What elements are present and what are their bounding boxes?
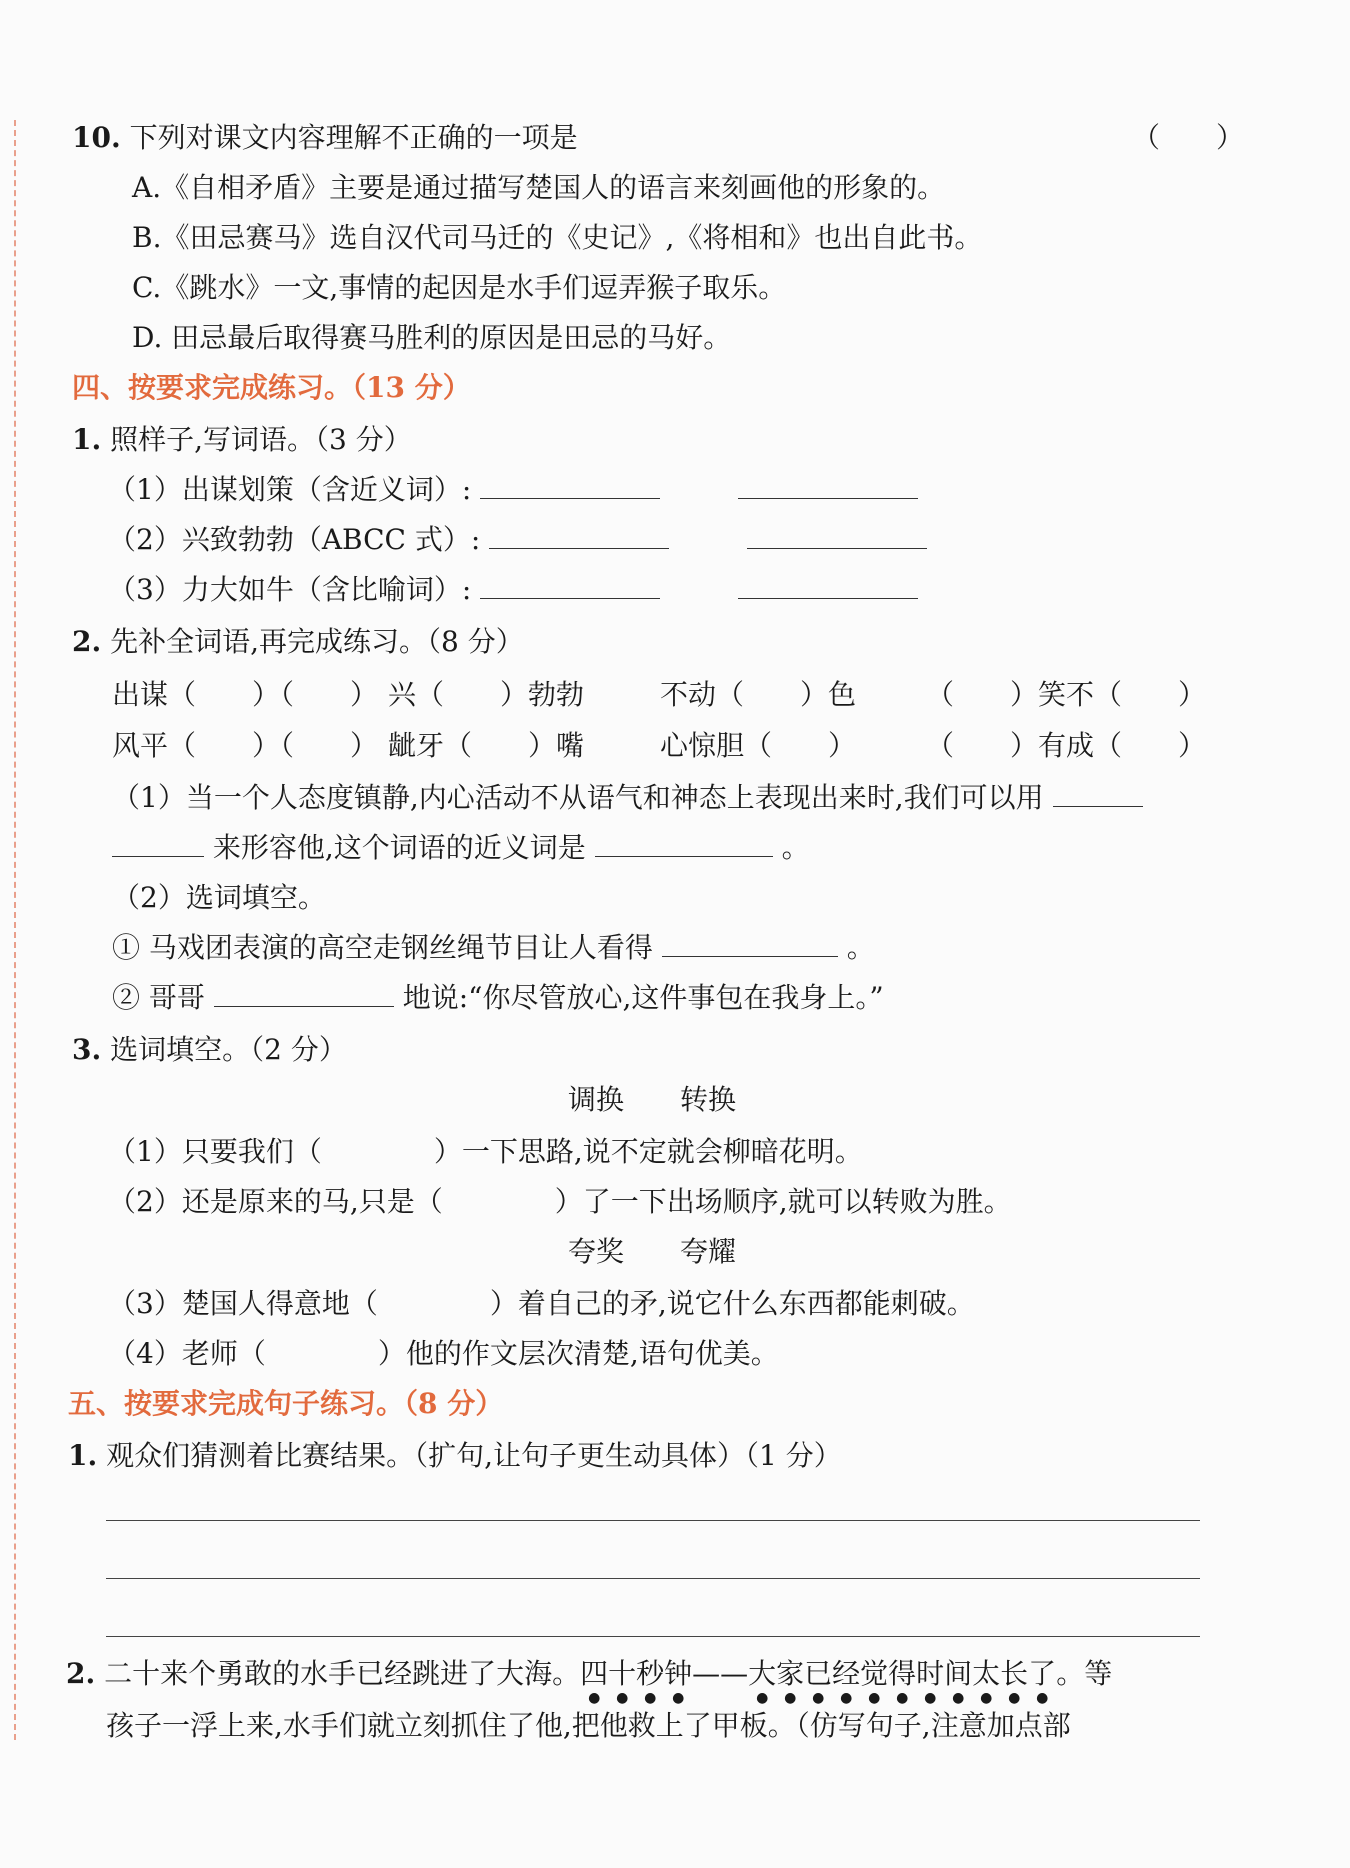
answer-line[interactable]: [106, 1578, 1200, 1579]
word-fill-1[interactable]: 出谋（ ）（ ）: [112, 678, 379, 711]
s4-q1-item3-label: （3）力大如牛（含比喻词）:: [108, 573, 472, 606]
word-fill-5[interactable]: 风平（ ）（ ）: [112, 729, 379, 762]
s5-q1-stem: [68, 1436, 842, 1476]
s4-q2-sub1-text2: 来形容他,这个词语的近义词是: [212, 831, 586, 864]
s4-q2-stem-text: 先补全词语,再完成练习。（8 分）: [110, 625, 524, 658]
s4-q3-item4[interactable]: （4）老师（ ）他的作文层次清楚,语句优美。: [108, 1337, 779, 1370]
s4-q3-stem: [72, 1030, 347, 1070]
s4-q1-item1-label: （1）出谋划策（含近义词）:: [108, 473, 472, 506]
word-fill-4[interactable]: （ ）笑不（ ）: [926, 678, 1207, 711]
s4-q2-sub2: （2）选词填空。: [112, 881, 326, 914]
word-fill-6[interactable]: 龇牙（ ）嘴: [388, 729, 585, 762]
s4-q2-stem: [72, 622, 524, 662]
s4-q3-item2[interactable]: （2）还是原来的马,只是（ ）了一下出场顺序,就可以转败为胜。: [108, 1185, 1012, 1218]
q10-option-b: B.《田忌赛马》选自汉代司马迁的《史记》,《将相和》也出自此书。: [132, 221, 983, 254]
word-fill-3[interactable]: 不动（ ）色: [660, 678, 857, 711]
answer-blank[interactable]: [662, 928, 838, 957]
word-fill-8[interactable]: （ ）有成（ ）: [926, 729, 1207, 762]
s4-q1-item3: [108, 570, 918, 610]
q10-stem: [72, 118, 578, 158]
s4-q2-sub2-item1: [112, 928, 875, 968]
q10-answer-paren[interactable]: （ ）: [1132, 121, 1245, 154]
binding-margin-line: [14, 120, 16, 1740]
s4-q2-number: 2.: [72, 625, 102, 658]
answer-line[interactable]: [106, 1636, 1200, 1637]
q10-stem-text: 下列对课文内容理解不正确的一项是: [129, 121, 578, 154]
s4-q3-word-choices-2: 夸奖 夸耀: [568, 1235, 737, 1268]
s4-q3-item1[interactable]: （1）只要我们（ ）一下思路,说不定就会柳暗花明。: [108, 1135, 863, 1168]
s4-q2-sub1-line1: [112, 778, 1143, 818]
s5-q2-dotted-2: 大家已经觉得时间太长了: [748, 1657, 1057, 1690]
q10-number: 10.: [72, 121, 121, 154]
s4-q2-sub1-line2: [112, 828, 810, 868]
answer-blank[interactable]: [747, 520, 927, 549]
answer-line[interactable]: [106, 1520, 1200, 1521]
s5-q2-text-c: 。等: [1056, 1657, 1113, 1690]
q10-option-d: D. 田忌最后取得赛马胜利的原因是田忌的马好。: [132, 321, 732, 354]
answer-blank[interactable]: [738, 570, 918, 599]
s5-q1-number: 1.: [68, 1439, 98, 1472]
s4-q1-item2: [108, 520, 927, 560]
s4-q1-item1: [108, 470, 918, 510]
s5-q2-dash: ——: [692, 1657, 749, 1690]
s4-q2-sub1-end: 。: [781, 831, 810, 864]
s4-q1-stem-text: 照样子,写词语。（3 分）: [110, 423, 412, 456]
answer-blank[interactable]: [112, 828, 204, 857]
answer-blank[interactable]: [738, 470, 918, 499]
s5-q2-line2: 孩子一浮上来,水手们就立刻抓住了他,把他救上了甲板。（仿写句子,注意加点部: [106, 1709, 1071, 1742]
answer-blank[interactable]: [595, 828, 773, 857]
word-fill-7[interactable]: 心惊胆（ ）: [660, 729, 857, 762]
answer-blank[interactable]: [480, 470, 660, 499]
s4-q2-sub2-item2-text: ② 哥哥: [112, 981, 205, 1014]
s4-q2-sub1-text: （1）当一个人态度镇静,内心活动不从语气和神态上表现出来时,我们可以用: [112, 781, 1044, 814]
s5-q1-stem-text: 观众们猜测着比赛结果。（扩句,让句子更生动具体）（1 分）: [106, 1439, 842, 1472]
s5-q2-line1: [66, 1654, 1112, 1706]
s4-q3-number: 3.: [72, 1033, 102, 1066]
section5-title: 五、按要求完成句子练习。（8 分）: [68, 1387, 504, 1420]
s4-q1-item2-label: （2）兴致勃勃（ABCC 式）:: [108, 523, 481, 556]
answer-blank[interactable]: [480, 570, 660, 599]
answer-blank[interactable]: [214, 978, 394, 1007]
word-fill-2[interactable]: 兴（ ）勃勃: [388, 678, 585, 711]
section4-title: 四、按要求完成练习。（13 分）: [72, 371, 471, 404]
s4-q3-word-choices-1: 调换 转换: [568, 1083, 737, 1116]
s4-q3-stem-text: 选词填空。（2 分）: [110, 1033, 347, 1066]
s5-q2-dotted-1: 四十秒钟: [580, 1657, 693, 1690]
q10-option-c: C.《跳水》一文,事情的起因是水手们逗弄猴子取乐。: [132, 271, 787, 304]
s5-q2-text-a: 二十来个勇敢的水手已经跳进了大海。: [104, 1657, 581, 1690]
s4-q2-sub2-item2-text2: 地说:“你尽管放心,这件事包在我身上。”: [402, 981, 884, 1014]
s4-q2-sub2-item2: [112, 978, 884, 1018]
s4-q2-sub2-item1-text: ① 马戏团表演的高空走钢丝绳节目让人看得: [112, 931, 653, 964]
answer-blank[interactable]: [1053, 778, 1143, 807]
s5-q2-number: 2.: [66, 1657, 96, 1690]
s4-q3-item3[interactable]: （3）楚国人得意地（ ）着自己的矛,说它什么东西都能刺破。: [108, 1287, 975, 1320]
s4-q1-stem: [72, 420, 412, 460]
s4-q2-sub2-item1-end: 。: [846, 931, 875, 964]
s4-q1-number: 1.: [72, 423, 102, 456]
answer-blank[interactable]: [489, 520, 669, 549]
q10-option-a: A.《自相矛盾》主要是通过描写楚国人的语言来刻画他的形象的。: [132, 171, 946, 204]
